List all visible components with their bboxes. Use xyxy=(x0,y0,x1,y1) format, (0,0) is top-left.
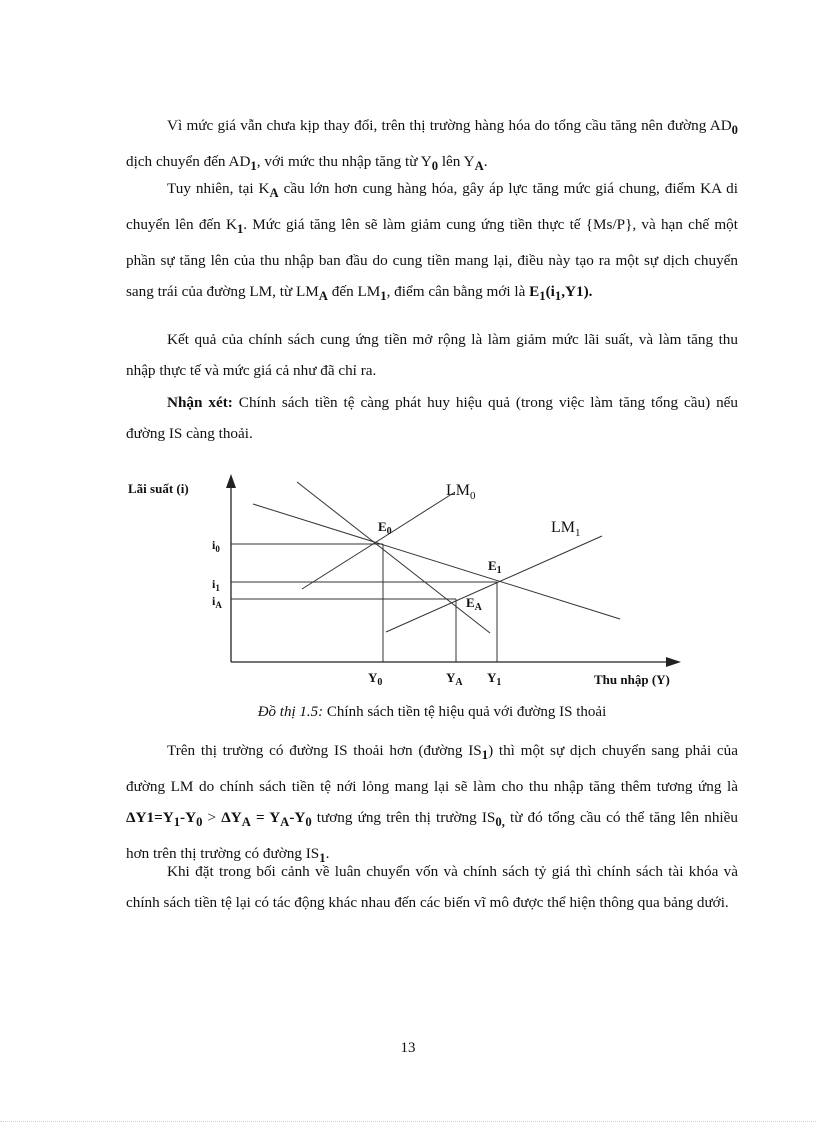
paragraph-remark: Nhận xét: Chính sách tiền tệ càng phát huy hiệu quả (trong việc làm tăng tổng cầu) nếu đường IS càng thoải. xyxy=(126,394,739,442)
paragraph-6: Khi đặt trong bối cảnh về luân chuyển vốn và chính sách tỷ giá thì chính sách tài khóa và chính sách tiền tệ lại có tác động khác nhau đến các biến vĩ mô được thể hiện thông qua bảng dưới. xyxy=(126,863,738,911)
y-axis-label: Lãi suất (i) xyxy=(128,481,189,496)
point-e0: $E_0$ xyxy=(378,519,392,537)
lm0-line xyxy=(302,492,455,589)
page-number: 13 xyxy=(400,1040,416,1056)
lm0-label: $LM_0$ xyxy=(446,482,476,502)
caption-label: Đồ thị 1.5: xyxy=(257,704,324,720)
figure-caption: Đồ thị 1.5: Chính sách tiền tệ hiệu quả với đường IS thoải xyxy=(257,704,607,720)
tick-ya: $Y_A$ xyxy=(446,670,463,688)
is-steep-line xyxy=(297,482,490,633)
point-e1: $E_1$ xyxy=(488,558,502,576)
paragraph-2: Tuy nhiên, tại $K_A$ cầu lớn hơn cung hàng hóa, gây áp lực tăng mức giá chung, điểm KA di chuyển lên đến $K_1$. Mức giá tăng lên sẽ làm giảm cung ứng tiền thực tế {Ms/P}, và hạn chế một phần sự tăng lên của thu nhập ban đầu do cung tiền mang lại, điều này tạo ra một sự dịch chuyển sang trái của đường LM, từ $LM_A$ đến $LM_1$, điểm cân bằng mới là $E_1(i_1,Y1)$. xyxy=(126,180,738,304)
paragraph-1: Vì mức giá vẫn chưa kịp thay đổi, trên thị trường hàng hóa do tổng cầu tăng nên đường $AD_0$ dịch chuyển đến $AD_1$, với mức thu nhập tăng từ $Y_0$ lên $Y_A$. xyxy=(126,117,738,174)
tick-y1: $Y_1$ xyxy=(487,670,502,688)
remark-label: Nhận xét: xyxy=(167,394,233,411)
lm1-label: $LM_1$ xyxy=(551,519,581,539)
tick-i0: $i_0$ xyxy=(212,538,220,554)
paragraph-5: Trên thị trường có đường IS thoải hơn (đường $IS_1$) thì một sự dịch chuyển sang phải của đường LM do chính sách tiền tệ nới lỏng mang lại sẽ làm cho thu nhập tăng thêm tương ứng là $\Delta Y1=Y_1-Y_0 > \Delta Y_A = Y_A-Y_0$ tương ứng trên thị trường $IS_{0,}$ từ đó tổng cầu có thể tăng lên nhiều hơn trên thị trường có đường $IS_1$. xyxy=(126,742,738,866)
paragraph-3: Kết quả của chính sách cung ứng tiền mở rộng là làm giảm mức lãi suất, và làm tăng thu nhập thực tế và mức giá cả như đã chỉ ra. xyxy=(126,331,738,379)
point-ea: $E_A$ xyxy=(466,595,482,613)
tick-i1: $i_1$ xyxy=(212,577,220,593)
x-axis-label: Thu nhập (Y) xyxy=(594,672,670,687)
x-axis-arrow xyxy=(666,657,681,667)
y-axis-arrow xyxy=(226,474,236,488)
tick-ia: $i_A$ xyxy=(212,594,222,610)
lm1-line xyxy=(386,536,602,632)
page-bottom-divider xyxy=(0,1121,816,1122)
tick-y0: $Y_0$ xyxy=(368,670,383,688)
